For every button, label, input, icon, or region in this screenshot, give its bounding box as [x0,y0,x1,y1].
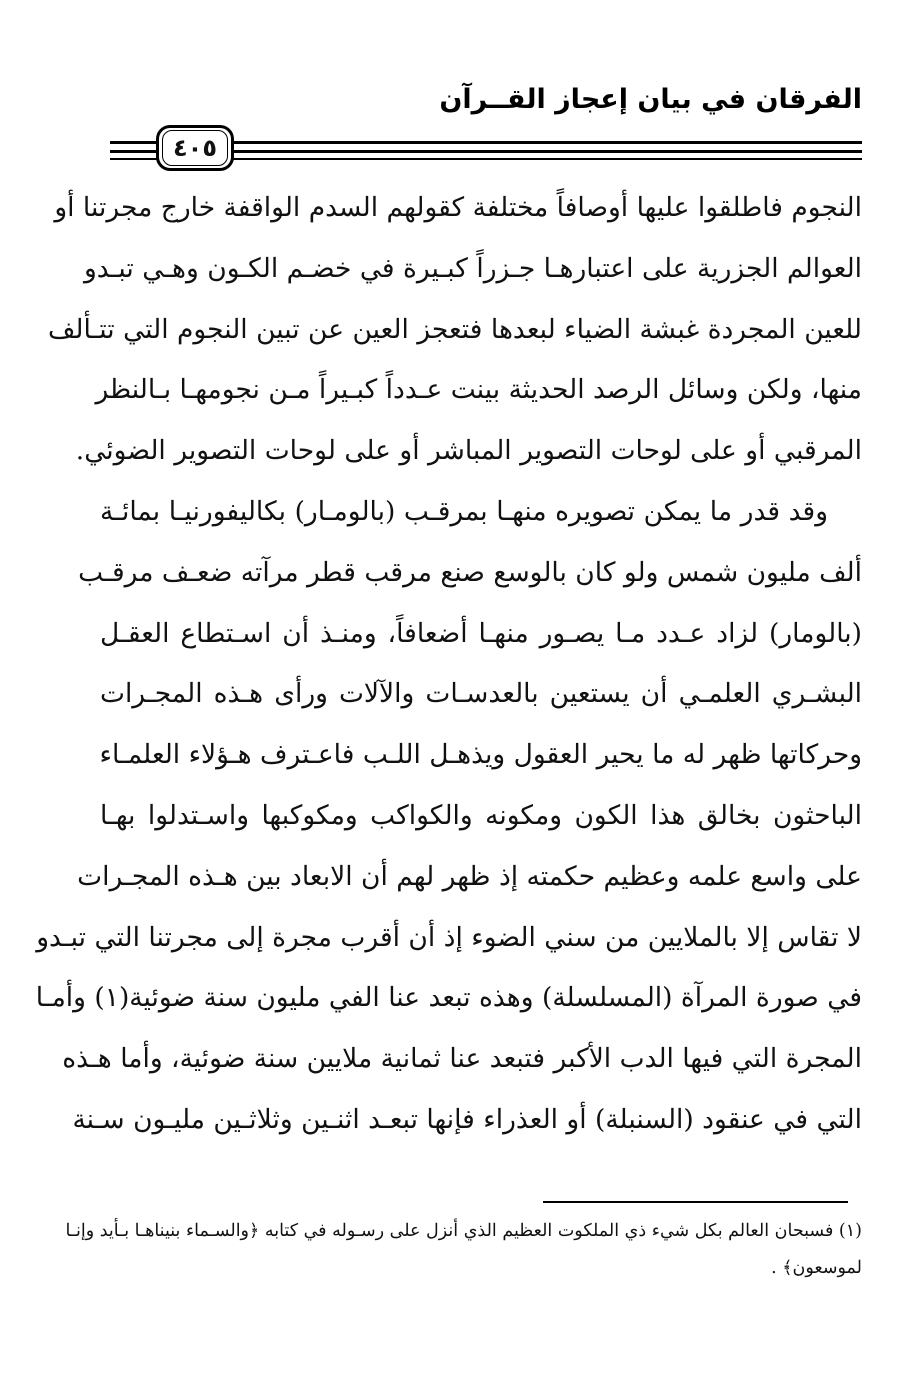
text-line: النجوم فاطلقوا عليها أوصافاً مختلفة كقولهم السدم الواقفة خارج مجرتنا أو [54,192,862,223]
footnote-line: (١) فسبحان العالم بكل شيء ذي الملكوت العظيم الذي أنزل على رسـوله في كتابه ﴿والسـماء بنيناهـا بـأيد وإنـا [65,1221,862,1241]
text-line: المرقبي أو على لوحات التصوير المباشر أو على لوحات التصوير الضوئي. [75,435,862,467]
text-line: البشـري العلمـي أن يستعين بالعدسـات والآلات ورأى هـذه المجـرات [100,678,862,710]
text-line: في صورة المرآة (المسلسلة) وهذه تبعد عنا الفي مليون سنة ضوئية(١) وأمـا [35,982,862,1014]
text-line: ألف مليون شمس ولو كان بالوسع صنع مرقب قطر مرآته ضعـف مرقـب [78,556,862,588]
page-number: ٤٠٥ [162,130,228,166]
text-line: على واسع علمه وعظيم حكمته إذ ظهر لهم أن الابعاد بين هـذه المجـرات [77,860,862,892]
text-line: وقد قدر ما يمكن تصويره منهـا بمرقـب (بالومـار) بكاليفورنيـا بمائـة [100,495,828,527]
body-text [35,178,862,1151]
footnotes [65,1213,862,1287]
text-line: لا تقاس إلا بالملايين من سني الضوء إذ أن أقرب مجرة إلى مجرتنا التي تبـدو [36,921,862,953]
page-number-frame [156,125,234,171]
footnote-line: لموسعون﴾ . [771,1258,862,1278]
running-title: الفرقان في بيان إعجاز القــرآن [439,84,862,115]
text-line: منها، ولكن وسائل الرصد الحديثة بينت عـدداً كبـيراً مـن نجومهـا بـالنظر [95,374,862,406]
text-line: العوالم الجزرية على اعتبارهـا جـزراً كبـيرة في خضـم الكـون وهـي تبـدو [83,252,862,284]
text-line: المجرة التي فيها الدب الأكبر فتبعد عنا ثمانية ملايين سنة ضوئية، وأما هـذه [62,1043,862,1075]
text-line: للعين المجردة غبشة الضياء لبعدها فتعجز العين عن تبين النجوم التي تتـألف [47,313,862,345]
text-line: الباحثون بخالق هذا الكون ومكونه والكواكب ومكوكبها واسـتدلوا بهـا [100,799,862,831]
text-line: التي في عنقود (السنبلة) أو العذراء فإنها تبعـد اثنـين وثلاثـين مليـون سـنة [72,1103,862,1135]
footnote-separator [543,1201,848,1203]
text-line: (بالومار) لزاد عـدد مـا يصـور منهـا أضعافاً، ومنـذ أن اسـتطاع العقـل [100,617,862,649]
text-line: وحركاتها ظهر له ما يحير العقول ويذهـل اللـب فاعـترف هـؤلاء العلمـاء [99,739,862,771]
